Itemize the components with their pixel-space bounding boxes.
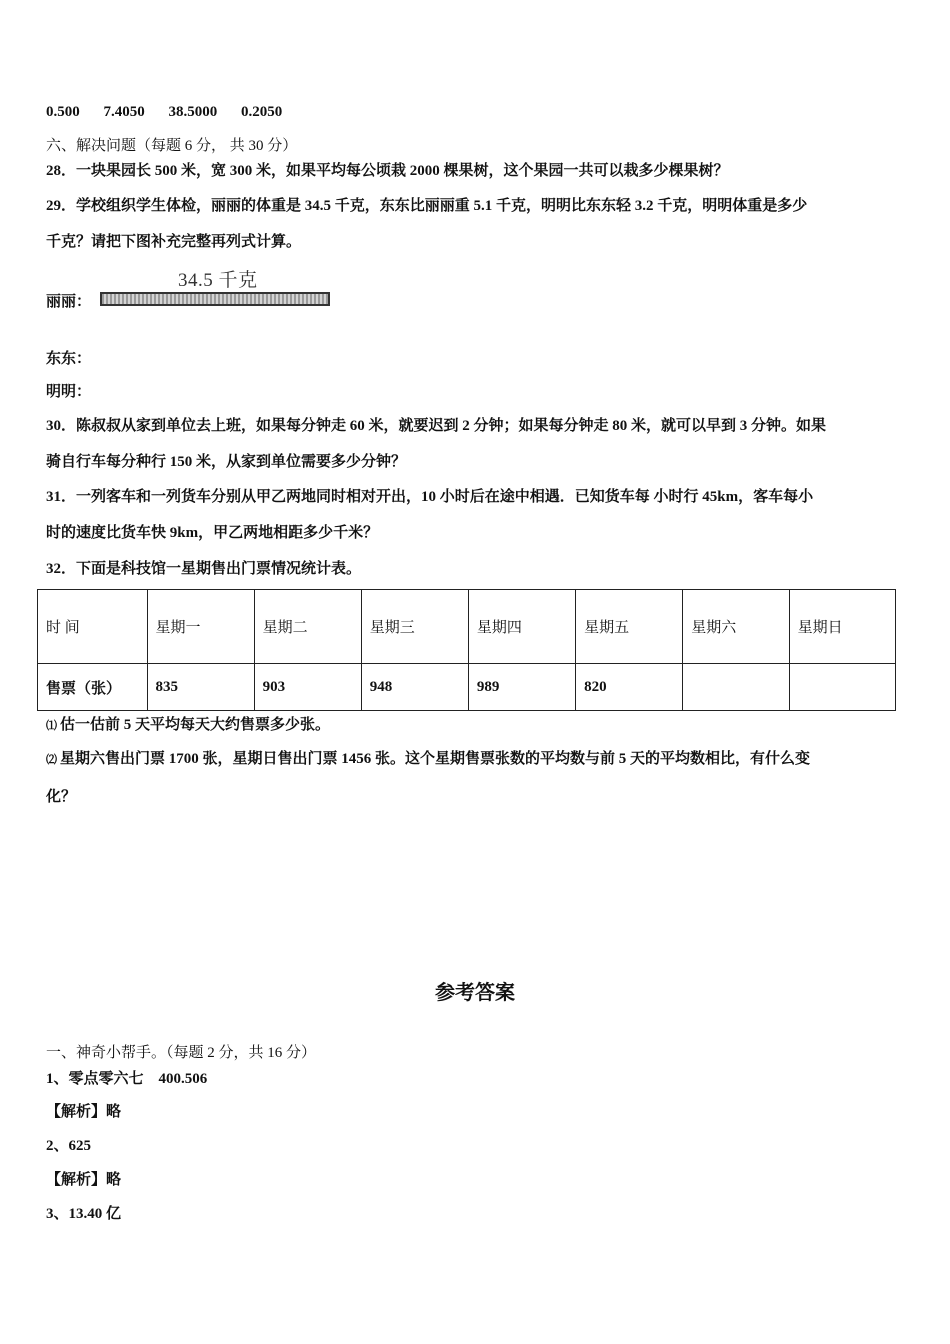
table-cell: 835 [147, 664, 254, 711]
sub-number: ⑴ [46, 720, 57, 732]
dongdong-label: 东东： [46, 351, 92, 367]
answers-heading: 参考答案 [435, 982, 515, 1004]
ticket-sales-table [37, 589, 896, 711]
table-cell: 903 [254, 664, 361, 711]
question-32-sub2-line2: 化？ [46, 789, 77, 805]
lili-weight-bar [100, 292, 330, 306]
table-cell: 820 [576, 664, 683, 711]
number-4: 0.2050 [241, 104, 283, 120]
question-29-line1: 29．学校组织学生体检，丽丽的体重是 34.5 千克，东东比丽丽重 5.1 千克，明明比东东轻 3.2 千克，明明体重是多少 [46, 198, 808, 214]
section6-title: 六、解决问题（每题 6 分， 共 30 分） [46, 138, 298, 154]
table-cell [789, 664, 895, 711]
analysis-2: 【解析】略 [46, 1172, 122, 1188]
lili-label: 丽丽： [46, 294, 92, 310]
question-29-line2: 千克？请把下图补充完整再列式计算。 [46, 234, 302, 250]
sub-number: ⑵ [46, 754, 57, 766]
table-row [38, 664, 896, 711]
answer-3: 3、13.40 亿 [46, 1206, 122, 1222]
number-2: 7.4050 [103, 104, 145, 120]
table-cell: 星期四 [468, 590, 575, 664]
sub-text: 估一估前 5 天平均每天大约售票多少张。 [60, 717, 331, 733]
answer-2: 2、625 [46, 1138, 92, 1154]
table-cell [683, 664, 789, 711]
analysis-1: 【解析】略 [46, 1104, 122, 1120]
table-cell: 星期一 [147, 590, 254, 664]
table-cell: 星期五 [576, 590, 683, 664]
table-cell: 948 [361, 664, 468, 711]
table-cell: 星期三 [361, 590, 468, 664]
table-cell: 星期二 [254, 590, 361, 664]
question-30-line1: 30．陈叔叔从家到单位去上班，如果每分钟走 60 米，就要迟到 2 分钟；如果每分钟走 80 米，就可以早到 3 分钟。如果 [46, 418, 827, 434]
answer-1: 1、零点零六七 400.506 [46, 1071, 208, 1087]
bar-weight-label: 34.5 千克 [178, 270, 258, 291]
number-1: 0.500 [46, 104, 80, 120]
table-cell: 时 间 [38, 590, 148, 664]
question-32-sub2-line1 [46, 749, 810, 770]
table-cell: 售票（张） [38, 664, 148, 711]
question-32-sub1 [46, 715, 330, 736]
top-numbers [46, 102, 302, 122]
table-header-row [38, 590, 896, 664]
question-32: 32．下面是科技馆一星期售出门票情况统计表。 [46, 561, 362, 577]
table-cell: 星期六 [683, 590, 789, 664]
number-3: 38.5000 [168, 104, 218, 120]
question-31-line1: 31．一列客车和一列货车分别从甲乙两地同时相对开出，10 小时后在途中相遇．已知货车每 小时行 45km，客车每小 [46, 489, 814, 505]
table-cell: 星期日 [789, 590, 895, 664]
sub-text: 星期六售出门票 1700 张，星期日售出门票 1456 张。这个星期售票张数的平均数与前 5 天的平均数相比，有什么变 [60, 751, 811, 767]
table-cell: 989 [468, 664, 575, 711]
mingming-label: 明明： [46, 384, 92, 400]
answers-section1-title: 一、神奇小帮手。（每题 2 分，共 16 分） [46, 1045, 317, 1061]
question-30-line2: 骑自行车每分种行 150 米，从家到单位需要多少分钟？ [46, 454, 407, 470]
question-28: 28．一块果园长 500 米，宽 300 米，如果平均每公顷栽 2000 棵果树，这个果园一共可以栽多少棵果树？ [46, 163, 729, 179]
question-31-line2: 时的速度比货车快 9km，甲乙两地相距多少千米？ [46, 525, 379, 541]
